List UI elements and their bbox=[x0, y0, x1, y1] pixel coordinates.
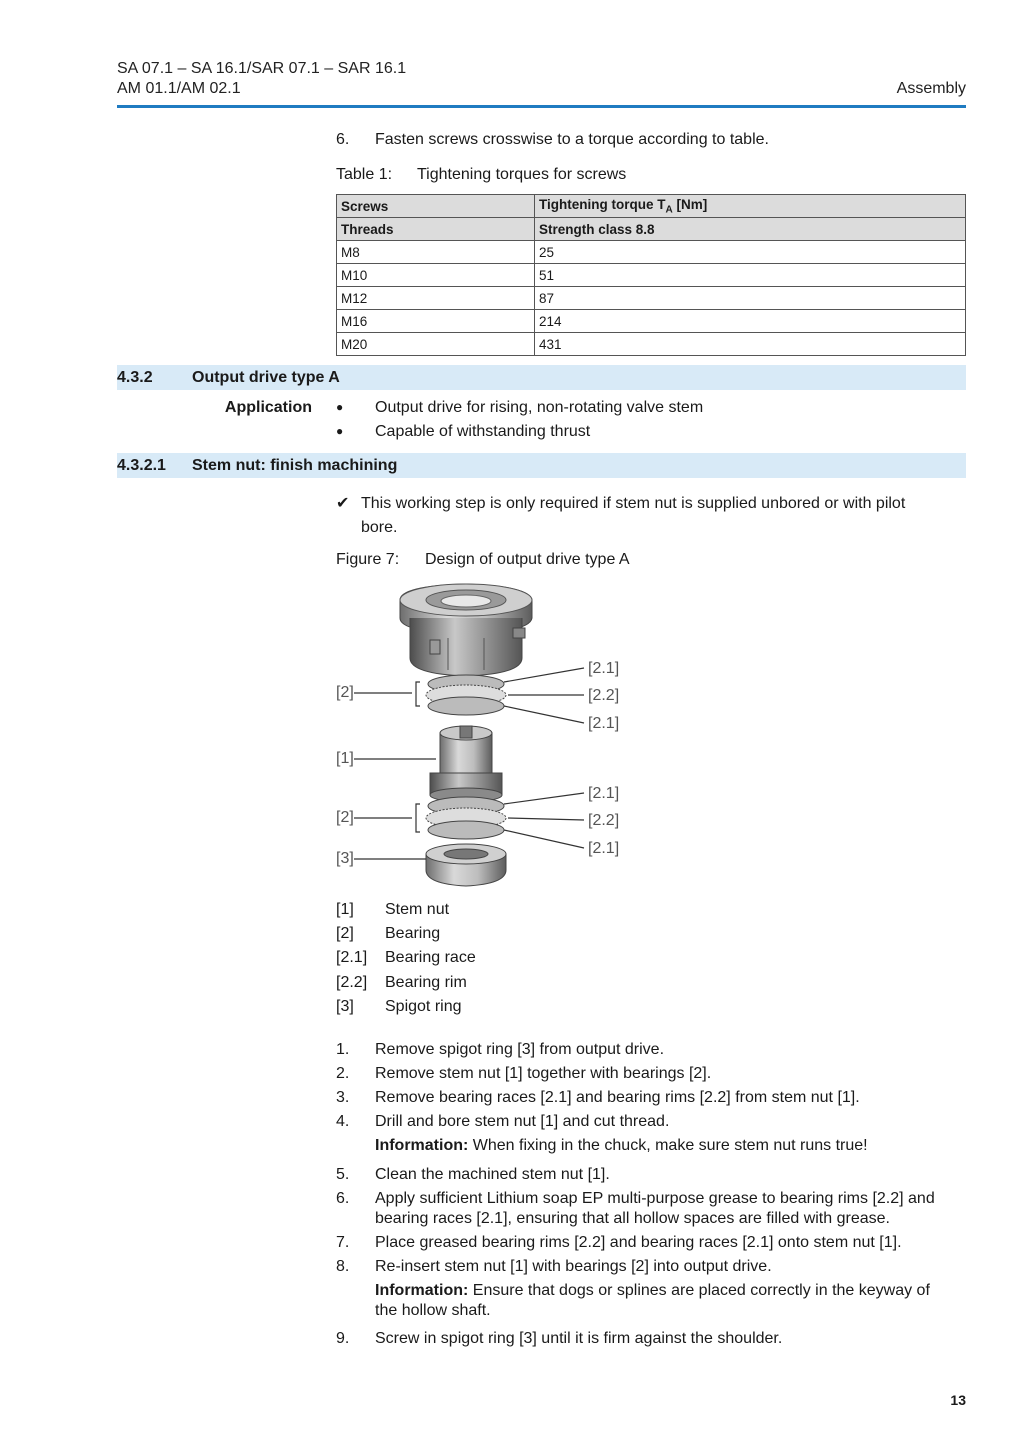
header-rule bbox=[117, 105, 966, 108]
section-heading-4-3-2 bbox=[117, 365, 966, 390]
section-number: 4.3.2.1 bbox=[117, 457, 166, 474]
table-cell: 214 bbox=[535, 310, 966, 333]
legend-key: [3] bbox=[336, 998, 354, 1015]
chapter-name: Assembly bbox=[896, 80, 966, 97]
step-number: 6. bbox=[336, 1190, 350, 1207]
table-cell: 87 bbox=[535, 287, 966, 310]
table-caption-label: Table 1: bbox=[336, 166, 393, 183]
callout-label: [3] bbox=[336, 850, 354, 867]
table-cell: M12 bbox=[337, 287, 535, 310]
legend-value: Bearing rim bbox=[385, 974, 467, 991]
page-number: 13 bbox=[950, 1392, 966, 1408]
table-header-row bbox=[337, 218, 966, 241]
table-cell: M8 bbox=[337, 241, 535, 264]
callout-label: [2] bbox=[336, 684, 354, 701]
section-number: 4.3.2 bbox=[117, 369, 153, 386]
checkmark-icon: ✔ bbox=[336, 495, 350, 512]
information-label: Information: bbox=[375, 1282, 469, 1299]
information-text: When fixing in the chuck, make sure stem nut runs true! bbox=[468, 1137, 868, 1154]
step-number: 6. bbox=[336, 131, 350, 148]
application-label: Application bbox=[224, 399, 312, 416]
callout-label: [2.1] bbox=[588, 785, 620, 802]
step-number: 8. bbox=[336, 1258, 350, 1275]
step-text: Remove bearing races [2.1] and bearing rims [2.2] from stem nut [1]. bbox=[375, 1089, 860, 1106]
table-row bbox=[337, 287, 966, 310]
step-text: Apply sufficient Lithium soap EP multi-purpose grease to bearing rims [2.2] and bbox=[375, 1190, 935, 1207]
table-header-cell: Strength class 8.8 bbox=[535, 218, 966, 241]
step-number: 4. bbox=[336, 1113, 350, 1130]
legend-value: Stem nut bbox=[385, 901, 450, 918]
callout-label: [2] bbox=[336, 809, 354, 826]
callout-label: [2.2] bbox=[588, 687, 620, 704]
table-header-cell: Threads bbox=[337, 218, 535, 241]
information-note bbox=[375, 1280, 967, 1302]
table-cell: 25 bbox=[535, 241, 966, 264]
step-number: 9. bbox=[336, 1330, 350, 1347]
spigot-ring bbox=[426, 844, 506, 886]
lower-bearing bbox=[426, 797, 506, 839]
bullet-icon: ● bbox=[336, 424, 344, 438]
application-bullet: Output drive for rising, non-rotating valve stem bbox=[375, 399, 704, 416]
stem-nut bbox=[430, 726, 502, 802]
application-bullet: Capable of withstanding thrust bbox=[375, 423, 591, 440]
legend-key: [2.2] bbox=[336, 974, 368, 991]
table-cell: 431 bbox=[535, 333, 966, 356]
step-text: Screw in spigot ring [3] until it is firm against the shoulder. bbox=[375, 1330, 783, 1347]
information-text: Ensure that dogs or splines are placed correctly in the keyway of bbox=[468, 1282, 930, 1299]
step-text: Remove stem nut [1] together with bearings [2]. bbox=[375, 1065, 712, 1082]
step-text: Place greased bearing rims [2.2] and bearing races [2.1] onto stem nut [1]. bbox=[375, 1234, 902, 1251]
left-callout-lines bbox=[354, 682, 436, 859]
legend-key: [2.1] bbox=[336, 949, 368, 966]
step-text-cont: bearing races [2.1], ensuring that all hollow spaces are filled with grease. bbox=[375, 1210, 890, 1227]
table-cell: M10 bbox=[337, 264, 535, 287]
figure-caption-text: Design of output drive type A bbox=[425, 551, 630, 568]
section-title: Output drive type A bbox=[192, 369, 340, 386]
table-cell: 51 bbox=[535, 264, 966, 287]
step-text: Remove spigot ring [3] from output drive. bbox=[375, 1041, 665, 1058]
torque-table bbox=[336, 194, 966, 356]
prerequisite-note-cont: bore. bbox=[361, 519, 398, 536]
information-label: Information: bbox=[375, 1137, 469, 1154]
callout-label: [2.1] bbox=[588, 660, 620, 677]
table-row bbox=[337, 310, 966, 333]
table-row bbox=[337, 264, 966, 287]
legend-value: Spigot ring bbox=[385, 998, 462, 1015]
callout-label: [2.2] bbox=[588, 812, 620, 829]
doc-title-line2: AM 01.1/AM 02.1 bbox=[117, 80, 241, 97]
legend-key: [1] bbox=[336, 901, 354, 918]
table-cell: M16 bbox=[337, 310, 535, 333]
step-text: Clean the machined stem nut [1]. bbox=[375, 1166, 610, 1183]
bullet-icon: ● bbox=[336, 400, 344, 414]
step-number: 3. bbox=[336, 1089, 350, 1106]
callout-label: [2.1] bbox=[588, 715, 620, 732]
information-note bbox=[375, 1135, 967, 1157]
table-row bbox=[337, 241, 966, 264]
table-cell: M20 bbox=[337, 333, 535, 356]
table-row bbox=[337, 333, 966, 356]
table-header-cell: Tightening torque $T_A$ [Nm] bbox=[535, 195, 966, 218]
callout-label: [2.1] bbox=[588, 840, 620, 857]
callout-label: [1] bbox=[336, 750, 354, 767]
step-number: 2. bbox=[336, 1065, 350, 1082]
right-callout-lines bbox=[504, 668, 584, 848]
step-text: Re-insert stem nut [1] with bearings [2] into output drive. bbox=[375, 1258, 772, 1275]
information-text-cont: the hollow shaft. bbox=[375, 1302, 491, 1319]
legend-key: [2] bbox=[336, 925, 354, 942]
table-header-row bbox=[337, 195, 966, 218]
section-title: Stem nut: finish machining bbox=[192, 457, 398, 474]
legend-value: Bearing race bbox=[385, 949, 476, 966]
step-number: 5. bbox=[336, 1166, 350, 1183]
housing-flange bbox=[400, 584, 532, 676]
doc-title-line1: SA 07.1 – SA 16.1/SAR 07.1 – SAR 16.1 bbox=[117, 60, 407, 77]
legend-value: Bearing bbox=[385, 925, 441, 942]
upper-bearing bbox=[426, 675, 506, 715]
step-text: Drill and bore stem nut [1] and cut thread. bbox=[375, 1113, 670, 1130]
table-header-cell: Screws bbox=[337, 195, 535, 218]
step-number: 7. bbox=[336, 1234, 350, 1251]
step-number: 1. bbox=[336, 1041, 350, 1058]
prerequisite-note: This working step is only required if stem nut is supplied unbored or with pilot bbox=[361, 495, 906, 512]
figure-caption-label: Figure 7: bbox=[336, 551, 400, 568]
output-drive-exploded-diagram bbox=[330, 578, 630, 898]
section-heading-4-3-2-1 bbox=[117, 453, 966, 478]
step-text: Fasten screws crosswise to a torque according to table. bbox=[375, 131, 769, 148]
table-caption-text: Tightening torques for screws bbox=[417, 166, 627, 183]
